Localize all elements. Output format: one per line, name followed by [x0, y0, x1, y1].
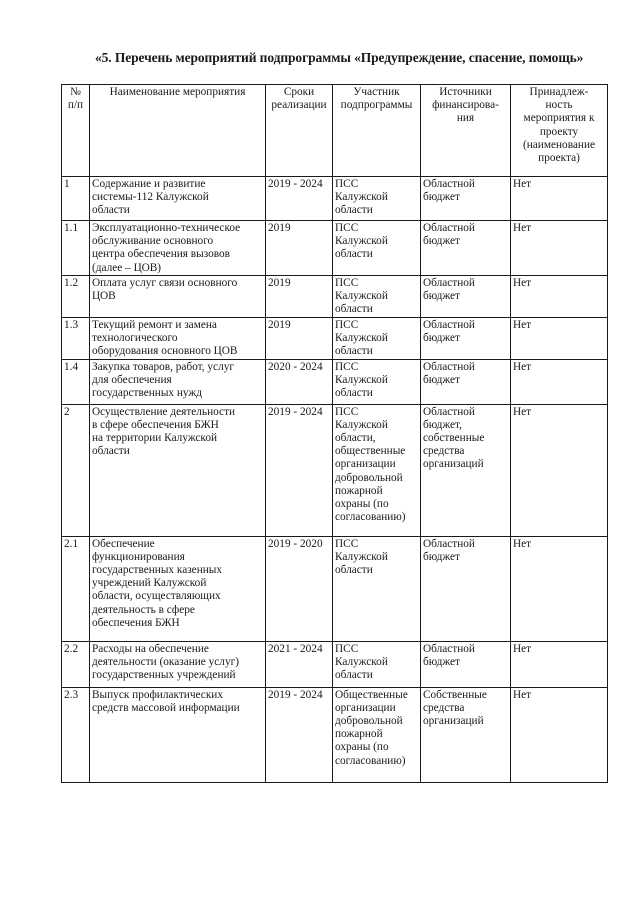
cell-funding-source: Областной бюджет [421, 359, 511, 404]
cell-project: Нет [511, 177, 608, 221]
table-row [62, 404, 608, 536]
header-funding-source: Источники финансирова- ния [421, 85, 511, 177]
cell-project: Нет [511, 359, 608, 404]
cell-measure-name: Оплата услуг связи основного ЦОВ [90, 276, 266, 318]
cell-funding-source: Областной бюджет [421, 536, 511, 641]
cell-number: 1.4 [62, 359, 90, 404]
cell-measure-name: Осуществление деятельности в сфере обеспечения БЖН на территории Калужской области [90, 404, 266, 536]
cell-terms: 2020 - 2024 [266, 359, 333, 404]
cell-funding-source: Собственные средства организаций [421, 687, 511, 782]
header-measure-name: Наименование мероприятия [90, 85, 266, 177]
cell-participant: ПСС Калужской области [333, 359, 421, 404]
cell-terms: 2021 - 2024 [266, 641, 333, 687]
cell-terms: 2019 [266, 317, 333, 359]
document-heading: «5. Перечень мероприятий подпрограммы «Предупреждение, спасение, помощь» [95, 50, 584, 65]
cell-measure-name: Закупка товаров, работ, услуг для обеспечения государственных нужд [90, 359, 266, 404]
cell-measure-name: Текущий ремонт и замена технологического оборудования основного ЦОВ [90, 317, 266, 359]
cell-participant: ПСС Калужской области [333, 317, 421, 359]
cell-project: Нет [511, 641, 608, 687]
cell-number: 1 [62, 177, 90, 221]
cell-measure-name: Расходы на обеспечение деятельности (оказание услуг) государственных учреждений [90, 641, 266, 687]
cell-measure-name: Эксплуатационно-техническое обслуживание основного центра обеспечения вызовов (далее – ЦОВ) [90, 221, 266, 276]
cell-project: Нет [511, 404, 608, 536]
cell-number: 2.2 [62, 641, 90, 687]
header-number: № п/п [62, 85, 90, 177]
cell-participant: ПСС Калужской области [333, 276, 421, 318]
cell-project: Нет [511, 536, 608, 641]
cell-terms: 2019 [266, 276, 333, 318]
table-row [62, 276, 608, 318]
cell-funding-source: Областной бюджет [421, 317, 511, 359]
cell-funding-source: Областной бюджет [421, 641, 511, 687]
header-terms: Сроки реализации [266, 85, 333, 177]
table-row [62, 317, 608, 359]
header-participant: Участник подпрограммы [333, 85, 421, 177]
cell-project: Нет [511, 687, 608, 782]
cell-funding-source: Областной бюджет, собственные средства организаций [421, 404, 511, 536]
cell-participant: ПСС Калужской области [333, 177, 421, 221]
cell-number: 1.1 [62, 221, 90, 276]
cell-project: Нет [511, 221, 608, 276]
table-header-row [62, 85, 608, 177]
cell-terms: 2019 - 2024 [266, 404, 333, 536]
cell-terms: 2019 [266, 221, 333, 276]
cell-number: 1.3 [62, 317, 90, 359]
cell-participant: ПСС Калужской области [333, 641, 421, 687]
table-row [62, 359, 608, 404]
cell-measure-name: Содержание и развитие системы-112 Калужской области [90, 177, 266, 221]
cell-measure-name: Обеспечение функционирования государственных казенных учреждений Калужской области, осуществляющих деятельность в сфере обеспечения БЖН [90, 536, 266, 641]
table-row [62, 687, 608, 782]
cell-project: Нет [511, 317, 608, 359]
cell-number: 2 [62, 404, 90, 536]
header-project: Принадлеж- ность мероприятия к проекту (наименование проекта) [511, 85, 608, 177]
cell-participant: Общественные организации добровольной пожарной охраны (по согласованию) [333, 687, 421, 782]
table-row [62, 536, 608, 641]
cell-participant: ПСС Калужской области [333, 221, 421, 276]
cell-number: 2.3 [62, 687, 90, 782]
cell-participant: ПСС Калужской области [333, 536, 421, 641]
table-row [62, 641, 608, 687]
cell-measure-name: Выпуск профилактических средств массовой информации [90, 687, 266, 782]
measures-table [61, 84, 608, 783]
table-row [62, 221, 608, 276]
cell-funding-source: Областной бюджет [421, 276, 511, 318]
cell-terms: 2019 - 2020 [266, 536, 333, 641]
cell-project: Нет [511, 276, 608, 318]
cell-participant: ПСС Калужской области, общественные организации добровольной пожарной охраны (по согласованию) [333, 404, 421, 536]
cell-terms: 2019 - 2024 [266, 687, 333, 782]
cell-terms: 2019 - 2024 [266, 177, 333, 221]
cell-funding-source: Областной бюджет [421, 177, 511, 221]
cell-number: 2.1 [62, 536, 90, 641]
cell-number: 1.2 [62, 276, 90, 318]
table-row [62, 177, 608, 221]
cell-funding-source: Областной бюджет [421, 221, 511, 276]
